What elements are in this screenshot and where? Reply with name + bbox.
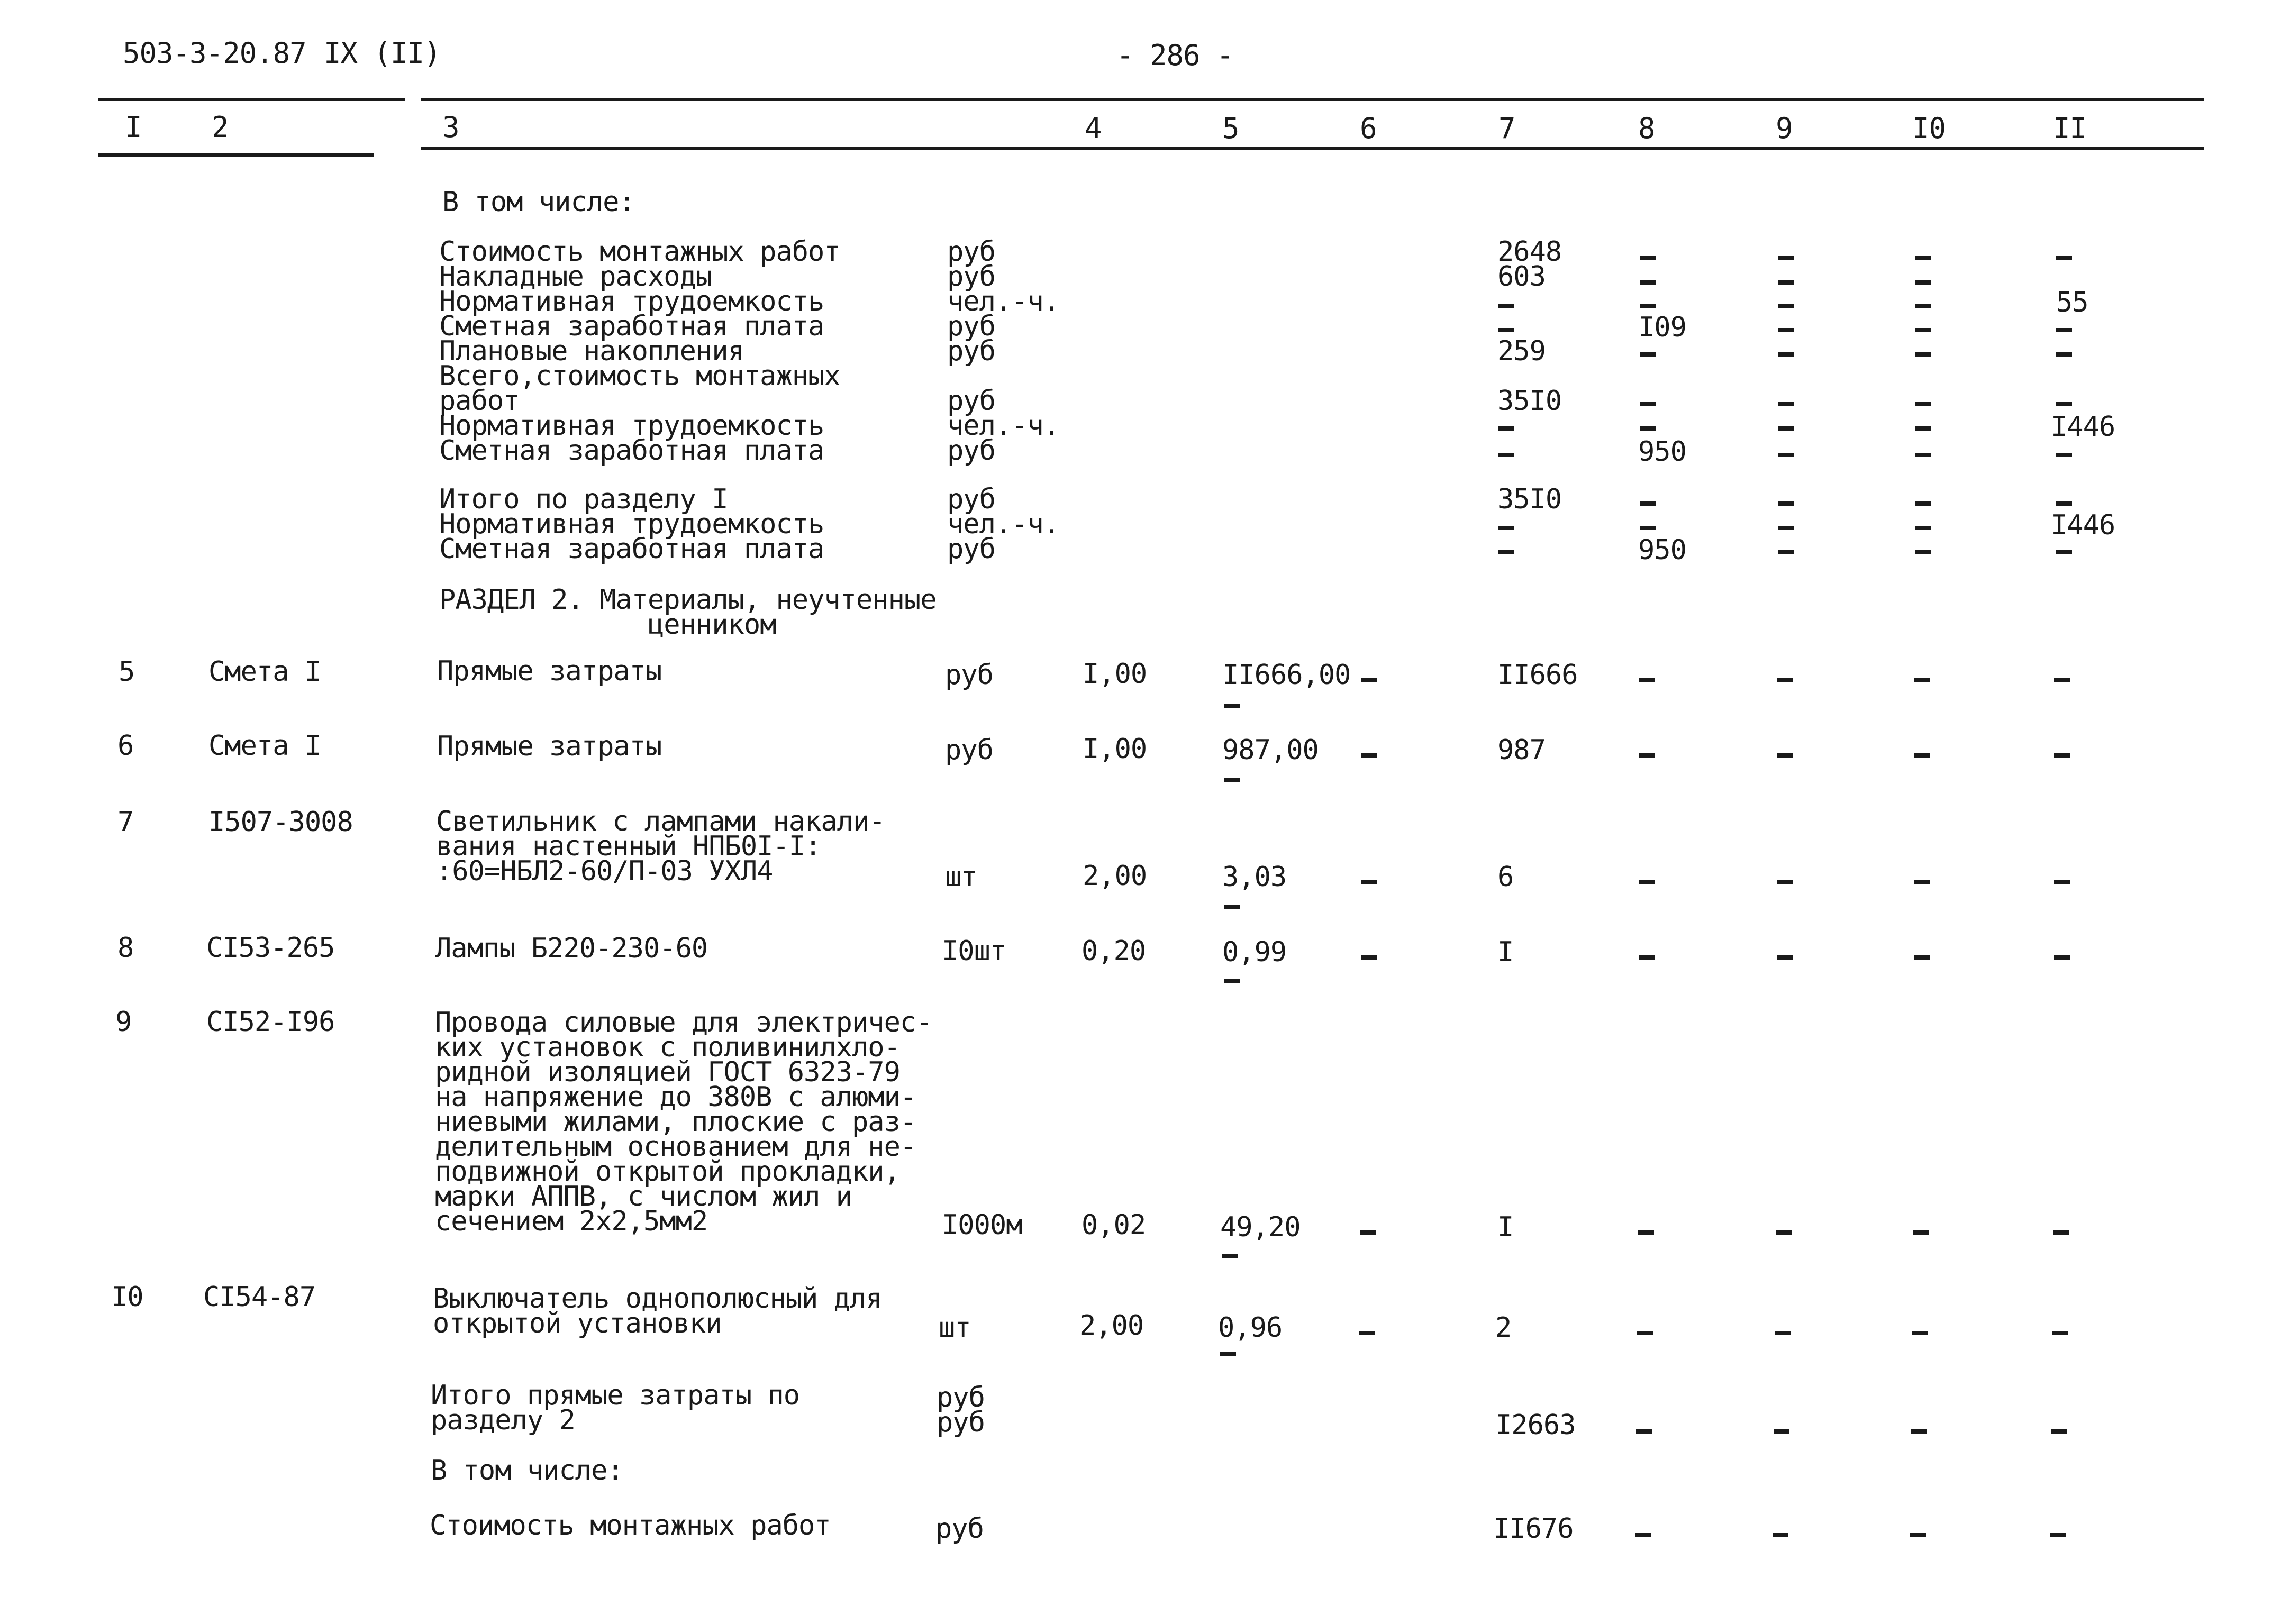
- line-col11: 55: [2056, 287, 2088, 318]
- total-col11: I446: [2051, 509, 2115, 541]
- row-unit: шт: [939, 1312, 971, 1344]
- dash: [1915, 328, 1931, 332]
- row-qty: I,00: [1083, 733, 1147, 765]
- col-header-7: 7: [1498, 112, 1515, 145]
- total-direct-label-line1: Итого прямые затраты по: [431, 1380, 800, 1411]
- row-price: 0,99: [1222, 936, 1287, 968]
- dash: [1778, 352, 1794, 357]
- row-price: 987,00: [1222, 734, 1319, 766]
- dash: [1777, 880, 1793, 884]
- col-header-11: II: [2053, 112, 2087, 145]
- row-qty: I,00: [1083, 658, 1147, 690]
- row-description: Провода силовые для электричес- ких установок с поливинилхло- ридной изоляцией ГОСТ 6323-79 на напряжение до 380В с алюми- ниевыми жилами, плоские с раз- делительным основанием для не- подвижной открытой прокладки, марки АППВ, с числом жил и сечением 2х2,5мм2: [435, 1007, 932, 1237]
- dash: [1778, 501, 1794, 506]
- dash: [1360, 1230, 1376, 1235]
- line-col11: I446: [2051, 411, 2115, 443]
- row-price: 3,03: [1222, 861, 1287, 893]
- total-direct-label-line2: разделу 2: [431, 1404, 575, 1436]
- row-number: 8: [117, 932, 134, 964]
- dash: [2050, 1533, 2066, 1537]
- dash: [1778, 328, 1794, 332]
- dash: [1639, 678, 1655, 682]
- line-name: работ: [439, 385, 520, 417]
- total-unit: руб: [947, 483, 995, 515]
- dash: [1638, 1230, 1654, 1235]
- row-number: 9: [115, 1006, 132, 1038]
- row-qty: 2,00: [1083, 860, 1147, 892]
- line-unit: руб: [947, 311, 995, 342]
- row-number: 5: [119, 656, 135, 688]
- line-col7: 35I0: [1497, 385, 1562, 417]
- dash: [1915, 426, 1931, 431]
- line-unit: руб: [947, 435, 995, 467]
- dash: [1777, 753, 1793, 758]
- dash: [1639, 753, 1655, 758]
- row-code: CI54-87: [203, 1281, 316, 1313]
- dash: [1778, 280, 1794, 285]
- dash: [1914, 678, 1930, 682]
- line-name: Нормативная трудоемкость: [439, 286, 824, 317]
- dash: [2056, 402, 2072, 406]
- col-header-6: 6: [1360, 112, 1377, 145]
- dash: [1915, 501, 1931, 506]
- total-name: Сметная заработная плата: [439, 533, 824, 565]
- row-unit: руб: [945, 734, 993, 766]
- row-code: I507-3008: [208, 806, 353, 838]
- section2-title-line1: РАЗДЕЛ 2. Материалы, неучтенные: [439, 584, 937, 616]
- dash: [1640, 526, 1656, 530]
- dash: [2054, 678, 2070, 682]
- dash: [1915, 280, 1931, 285]
- dash: [2054, 880, 2070, 884]
- install-cost-unit: руб: [935, 1513, 984, 1545]
- dash: [2053, 1230, 2069, 1235]
- line-col7: 2648: [1497, 236, 1562, 268]
- install-cost-name: Стоимость монтажных работ: [430, 1510, 831, 1541]
- dash: [2056, 453, 2072, 457]
- row-price: 0,96: [1218, 1312, 1283, 1344]
- row-unit: I0шт: [942, 935, 1006, 967]
- line-name: Сметная заработная плата: [439, 311, 824, 342]
- dash: [1635, 1533, 1651, 1537]
- row-number: 6: [117, 730, 134, 762]
- dash: [2056, 501, 2072, 506]
- dash: [1778, 426, 1794, 431]
- row-code: Смета I: [208, 656, 321, 688]
- dash: [1912, 1331, 1928, 1335]
- total-unit: руб: [947, 533, 995, 565]
- row-code: CI52-I96: [206, 1006, 335, 1038]
- line-name: Сметная заработная плата: [439, 435, 824, 467]
- line-unit: руб: [947, 335, 995, 367]
- header-bottom-rule-left: [98, 153, 374, 157]
- dash: [1776, 1230, 1792, 1235]
- row-code: CI53-265: [206, 932, 335, 964]
- dash: [1778, 304, 1794, 308]
- header-top-rule-right: [421, 98, 2204, 101]
- line-name: Всего,стоимость монтажных: [439, 360, 840, 392]
- dash: [1911, 1429, 1927, 1434]
- dash: [1359, 1331, 1375, 1335]
- line-unit: руб: [947, 236, 995, 268]
- dash: [1914, 955, 1930, 960]
- dash: [1498, 304, 1514, 308]
- dash: [1222, 1254, 1238, 1258]
- dash: [1778, 550, 1794, 554]
- row-qty: 2,00: [1079, 1310, 1144, 1342]
- dash: [1778, 402, 1794, 406]
- row-code: Смета I: [208, 730, 321, 762]
- dash: [1913, 1230, 1929, 1235]
- total-direct-unit2: руб: [937, 1407, 985, 1438]
- dash: [1361, 955, 1377, 960]
- total-direct-unit1: руб: [937, 1382, 985, 1413]
- dash: [1915, 550, 1931, 554]
- document-code: 503-3-20.87: [123, 37, 306, 70]
- section2-incl-label: В том числе:: [431, 1455, 623, 1486]
- dash: [1774, 1429, 1789, 1434]
- dash: [1915, 304, 1931, 308]
- row-qty: 0,20: [1082, 935, 1146, 967]
- row-price: II666,00: [1222, 659, 1351, 691]
- dash: [2056, 352, 2072, 357]
- dash: [1640, 280, 1656, 285]
- section1-incl-label: В том числе:: [442, 186, 635, 218]
- line-unit: руб: [947, 261, 995, 293]
- dash: [1498, 328, 1514, 332]
- row-number: 7: [117, 806, 134, 838]
- dash: [1361, 678, 1377, 682]
- document-part: IX (II): [324, 37, 441, 70]
- col-header-1: I: [125, 111, 142, 144]
- line-col8: 950: [1638, 436, 1686, 468]
- dash: [2054, 753, 2070, 758]
- line-col8: I09: [1638, 312, 1686, 343]
- total-unit: чел.-ч.: [947, 508, 1060, 540]
- row-description: Лампы Б220-230-60: [435, 933, 708, 964]
- dash: [2054, 955, 2070, 960]
- row-description: Прямые затраты: [437, 731, 662, 762]
- row-col7: II666: [1497, 659, 1578, 691]
- dash: [1640, 256, 1656, 260]
- dash: [1640, 352, 1656, 357]
- dash: [1914, 753, 1930, 758]
- line-name: Нормативная трудоемкость: [439, 410, 824, 442]
- line-name: Плановые накопления: [439, 335, 744, 367]
- dash: [1636, 1429, 1652, 1434]
- total-col8: 950: [1638, 534, 1686, 566]
- dash: [1498, 526, 1514, 530]
- dash: [1224, 778, 1240, 782]
- col-header-10: I0: [1912, 112, 1946, 145]
- section2-title-line2: ценником: [648, 609, 776, 641]
- row-unit: I000м: [942, 1209, 1022, 1241]
- dash: [1778, 526, 1794, 530]
- line-unit: руб: [947, 385, 995, 417]
- dash: [1640, 501, 1656, 506]
- col-header-3: 3: [442, 111, 459, 144]
- dash: [1361, 880, 1377, 884]
- row-unit: шт: [945, 861, 977, 893]
- dash: [2052, 1331, 2068, 1335]
- col-header-8: 8: [1638, 112, 1655, 145]
- dash: [1775, 1331, 1791, 1335]
- dash: [1778, 256, 1794, 260]
- dash: [2051, 1429, 2067, 1434]
- row-description: Выключатель однополюсный для открытой установки: [433, 1283, 882, 1339]
- dash: [1498, 550, 1514, 554]
- dash: [1777, 678, 1793, 682]
- row-unit: руб: [945, 659, 993, 691]
- dash: [1224, 979, 1240, 983]
- dash: [1498, 453, 1514, 457]
- row-col7: 987: [1497, 734, 1546, 766]
- col-header-4: 4: [1085, 112, 1102, 145]
- line-col7: 603: [1497, 261, 1546, 293]
- dash: [1915, 352, 1931, 357]
- install-cost-col7: II676: [1493, 1513, 1574, 1545]
- dash: [1224, 905, 1240, 909]
- dash: [1220, 1352, 1236, 1356]
- dash: [1639, 955, 1655, 960]
- row-number: I0: [111, 1281, 143, 1313]
- dash: [2056, 256, 2072, 260]
- header-bottom-rule-right: [421, 147, 2204, 150]
- line-col7: 259: [1497, 335, 1546, 367]
- line-name: Стоимость монтажных работ: [439, 236, 840, 268]
- col-header-2: 2: [212, 111, 229, 144]
- row-col7: 6: [1497, 861, 1514, 893]
- total-col7: 35I0: [1497, 483, 1562, 515]
- row-col7: I: [1497, 1211, 1514, 1243]
- dash: [1915, 453, 1931, 457]
- dash: [1640, 402, 1656, 406]
- page-number: - 286 -: [1116, 39, 1233, 72]
- dash: [1915, 256, 1931, 260]
- row-col7: 2: [1495, 1312, 1512, 1344]
- row-col7: I: [1497, 936, 1514, 968]
- dash: [1778, 453, 1794, 457]
- total-name: Нормативная трудоемкость: [439, 508, 824, 540]
- dash: [1914, 880, 1930, 884]
- total-name: Итого по разделу I: [439, 483, 728, 515]
- header-top-rule-left: [98, 98, 405, 101]
- dash: [1639, 880, 1655, 884]
- col-header-9: 9: [1776, 112, 1793, 145]
- dash: [2056, 550, 2072, 554]
- line-unit: чел.-ч.: [947, 410, 1060, 442]
- dash: [1498, 426, 1514, 431]
- dash: [1777, 955, 1793, 960]
- dash: [1224, 704, 1240, 708]
- dash: [1640, 304, 1656, 308]
- dash: [1910, 1533, 1926, 1537]
- dash: [2056, 328, 2072, 332]
- dash: [1361, 753, 1377, 758]
- line-name: Накладные расходы: [439, 261, 712, 293]
- dash: [1915, 402, 1931, 406]
- row-qty: 0,02: [1082, 1209, 1146, 1241]
- row-description: Прямые затраты: [437, 655, 662, 687]
- total-direct-col7: I2663: [1495, 1409, 1576, 1441]
- row-price: 49,20: [1220, 1211, 1301, 1243]
- dash: [1637, 1331, 1653, 1335]
- row-description: Светильник с лампами накали- вания настенный НПБ0I-I: :60=НБЛ2-60/П-03 УХЛ4: [436, 806, 885, 887]
- dash: [1773, 1533, 1788, 1537]
- dash: [1915, 526, 1931, 530]
- line-unit: чел.-ч.: [947, 286, 1060, 317]
- col-header-5: 5: [1222, 112, 1239, 145]
- dash: [1640, 426, 1656, 431]
